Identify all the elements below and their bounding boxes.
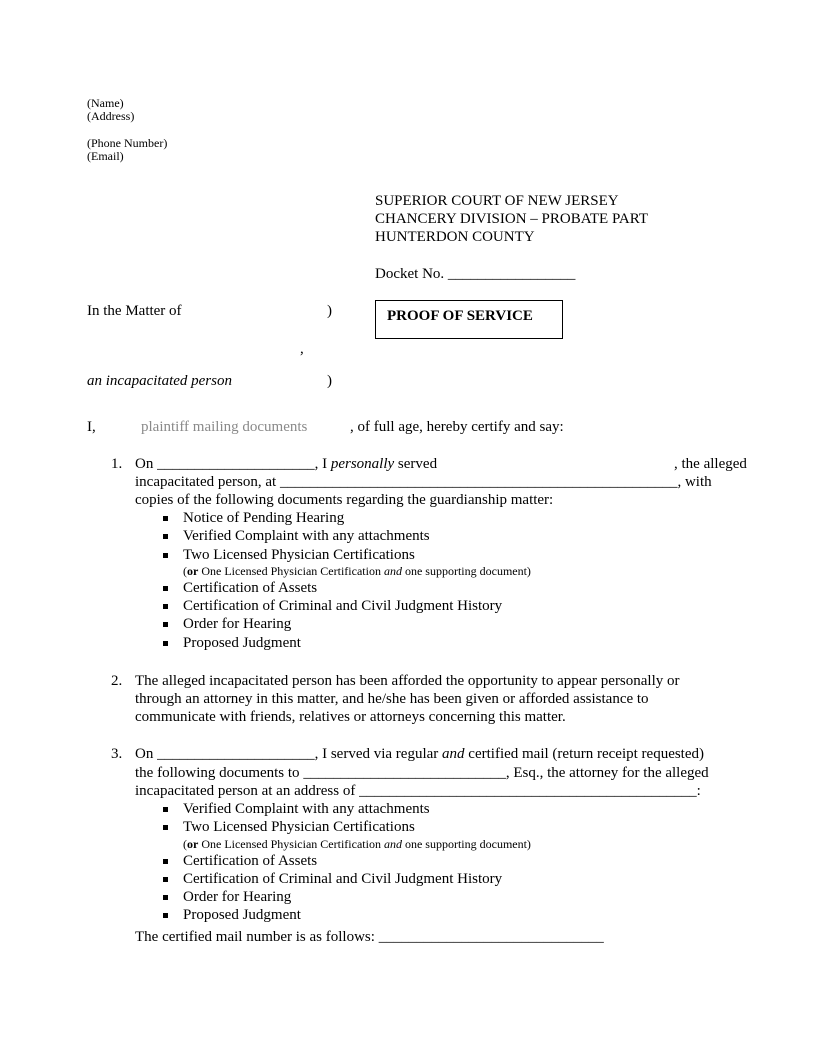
list-item: Certification of Assets (161, 579, 531, 597)
item-1-line-3: copies of the following documents regarding the guardianship matter: (135, 492, 554, 508)
list-item-note: (or One Licensed Physician Certification and one supporting document) (183, 563, 531, 578)
list-item: Certification of Criminal and Civil Judgment History (161, 870, 531, 888)
court-line-1: SUPERIOR COURT OF NEW JERSEY (375, 193, 619, 209)
list-item: Two Licensed Physician Certifications (161, 546, 531, 564)
certified-mail-number-blank[interactable]: ______________________________ (378, 929, 604, 945)
caption-comma: , (300, 341, 304, 357)
list-item: Order for Hearing (161, 615, 531, 633)
item-2-line-3: communicate with friends, relatives or attorneys concerning this matter. (135, 709, 566, 725)
proof-of-service-box (375, 300, 563, 339)
incapacitated-person-label: an incapacitated person (87, 373, 232, 389)
list-item: Proposed Judgment (161, 634, 531, 652)
matter-label: In the Matter of (87, 303, 182, 319)
email-label: (Email) (87, 149, 124, 163)
court-line-3: HUNTERDON COUNTY (375, 229, 535, 245)
item-1-line-1: On _____________________, I personally served (135, 456, 438, 472)
name-label: (Name) (87, 96, 124, 110)
list-item: Two Licensed Physician Certifications (161, 818, 531, 836)
list-item: Notice of Pending Hearing (161, 509, 531, 527)
address-label: (Address) (87, 109, 135, 123)
item-2-line-1: The alleged incapacitated person has been afforded the opportunity to appear personally or (135, 673, 680, 689)
court-line-2: CHANCERY DIVISION – PROBATE PART (375, 211, 649, 227)
list-item: Verified Complaint with any attachments (161, 800, 531, 818)
list-item-note: (or One Licensed Physician Certification and one supporting document) (183, 836, 531, 851)
attorney-name-blank[interactable]: ___________________________ (303, 765, 506, 781)
certified-mail-line: The certified mail number is as follows: ______________________________ (135, 929, 604, 945)
item-3-line-1: On _____________________, I served via regular and certified mail (return receipt requested) (135, 746, 705, 762)
item-1-document-list (161, 509, 531, 652)
attorney-address-blank[interactable]: _____________________________________________ (359, 783, 697, 799)
list-item: Order for Hearing (161, 888, 531, 906)
list-item: Certification of Criminal and Civil Judgment History (161, 597, 531, 615)
certify-i: I, (87, 419, 96, 435)
service-date-blank[interactable]: _____________________ (157, 456, 315, 472)
mailing-date-blank[interactable]: _____________________ (157, 746, 315, 762)
docket-number: Docket No. _________________ (375, 266, 576, 282)
phone-label: (Phone Number) (87, 136, 168, 150)
item-1-line-2: incapacitated person, at _____________________________________________________, with (135, 474, 712, 490)
item-3-line-3: incapacitated person at an address of _____________________________________________: (135, 783, 701, 799)
caption-paren-1: ) (327, 303, 332, 319)
item-3-number: 3. (111, 746, 123, 762)
item-1-alleged: , the alleged (674, 456, 747, 472)
caption-paren-2: ) (327, 373, 332, 389)
item-2-number: 2. (111, 673, 123, 689)
service-address-blank[interactable]: _____________________________________________________ (279, 474, 678, 490)
item-1-number: 1. (111, 456, 123, 472)
item-3-document-list (161, 800, 531, 925)
plaintiff-name-field[interactable]: plaintiff mailing documents (141, 419, 308, 435)
item-2-line-2: through an attorney in this matter, and he/she has been given or afforded assistance to (135, 691, 649, 707)
certify-statement: , of full age, hereby certify and say: (350, 419, 564, 435)
item-3-line-2: the following documents to ___________________________, Esq., the attorney for the alleged (135, 765, 709, 781)
list-item: Proposed Judgment (161, 906, 531, 924)
list-item: Verified Complaint with any attachments (161, 527, 531, 545)
list-item: Certification of Assets (161, 852, 531, 870)
document-title: PROOF OF SERVICE (387, 308, 533, 324)
